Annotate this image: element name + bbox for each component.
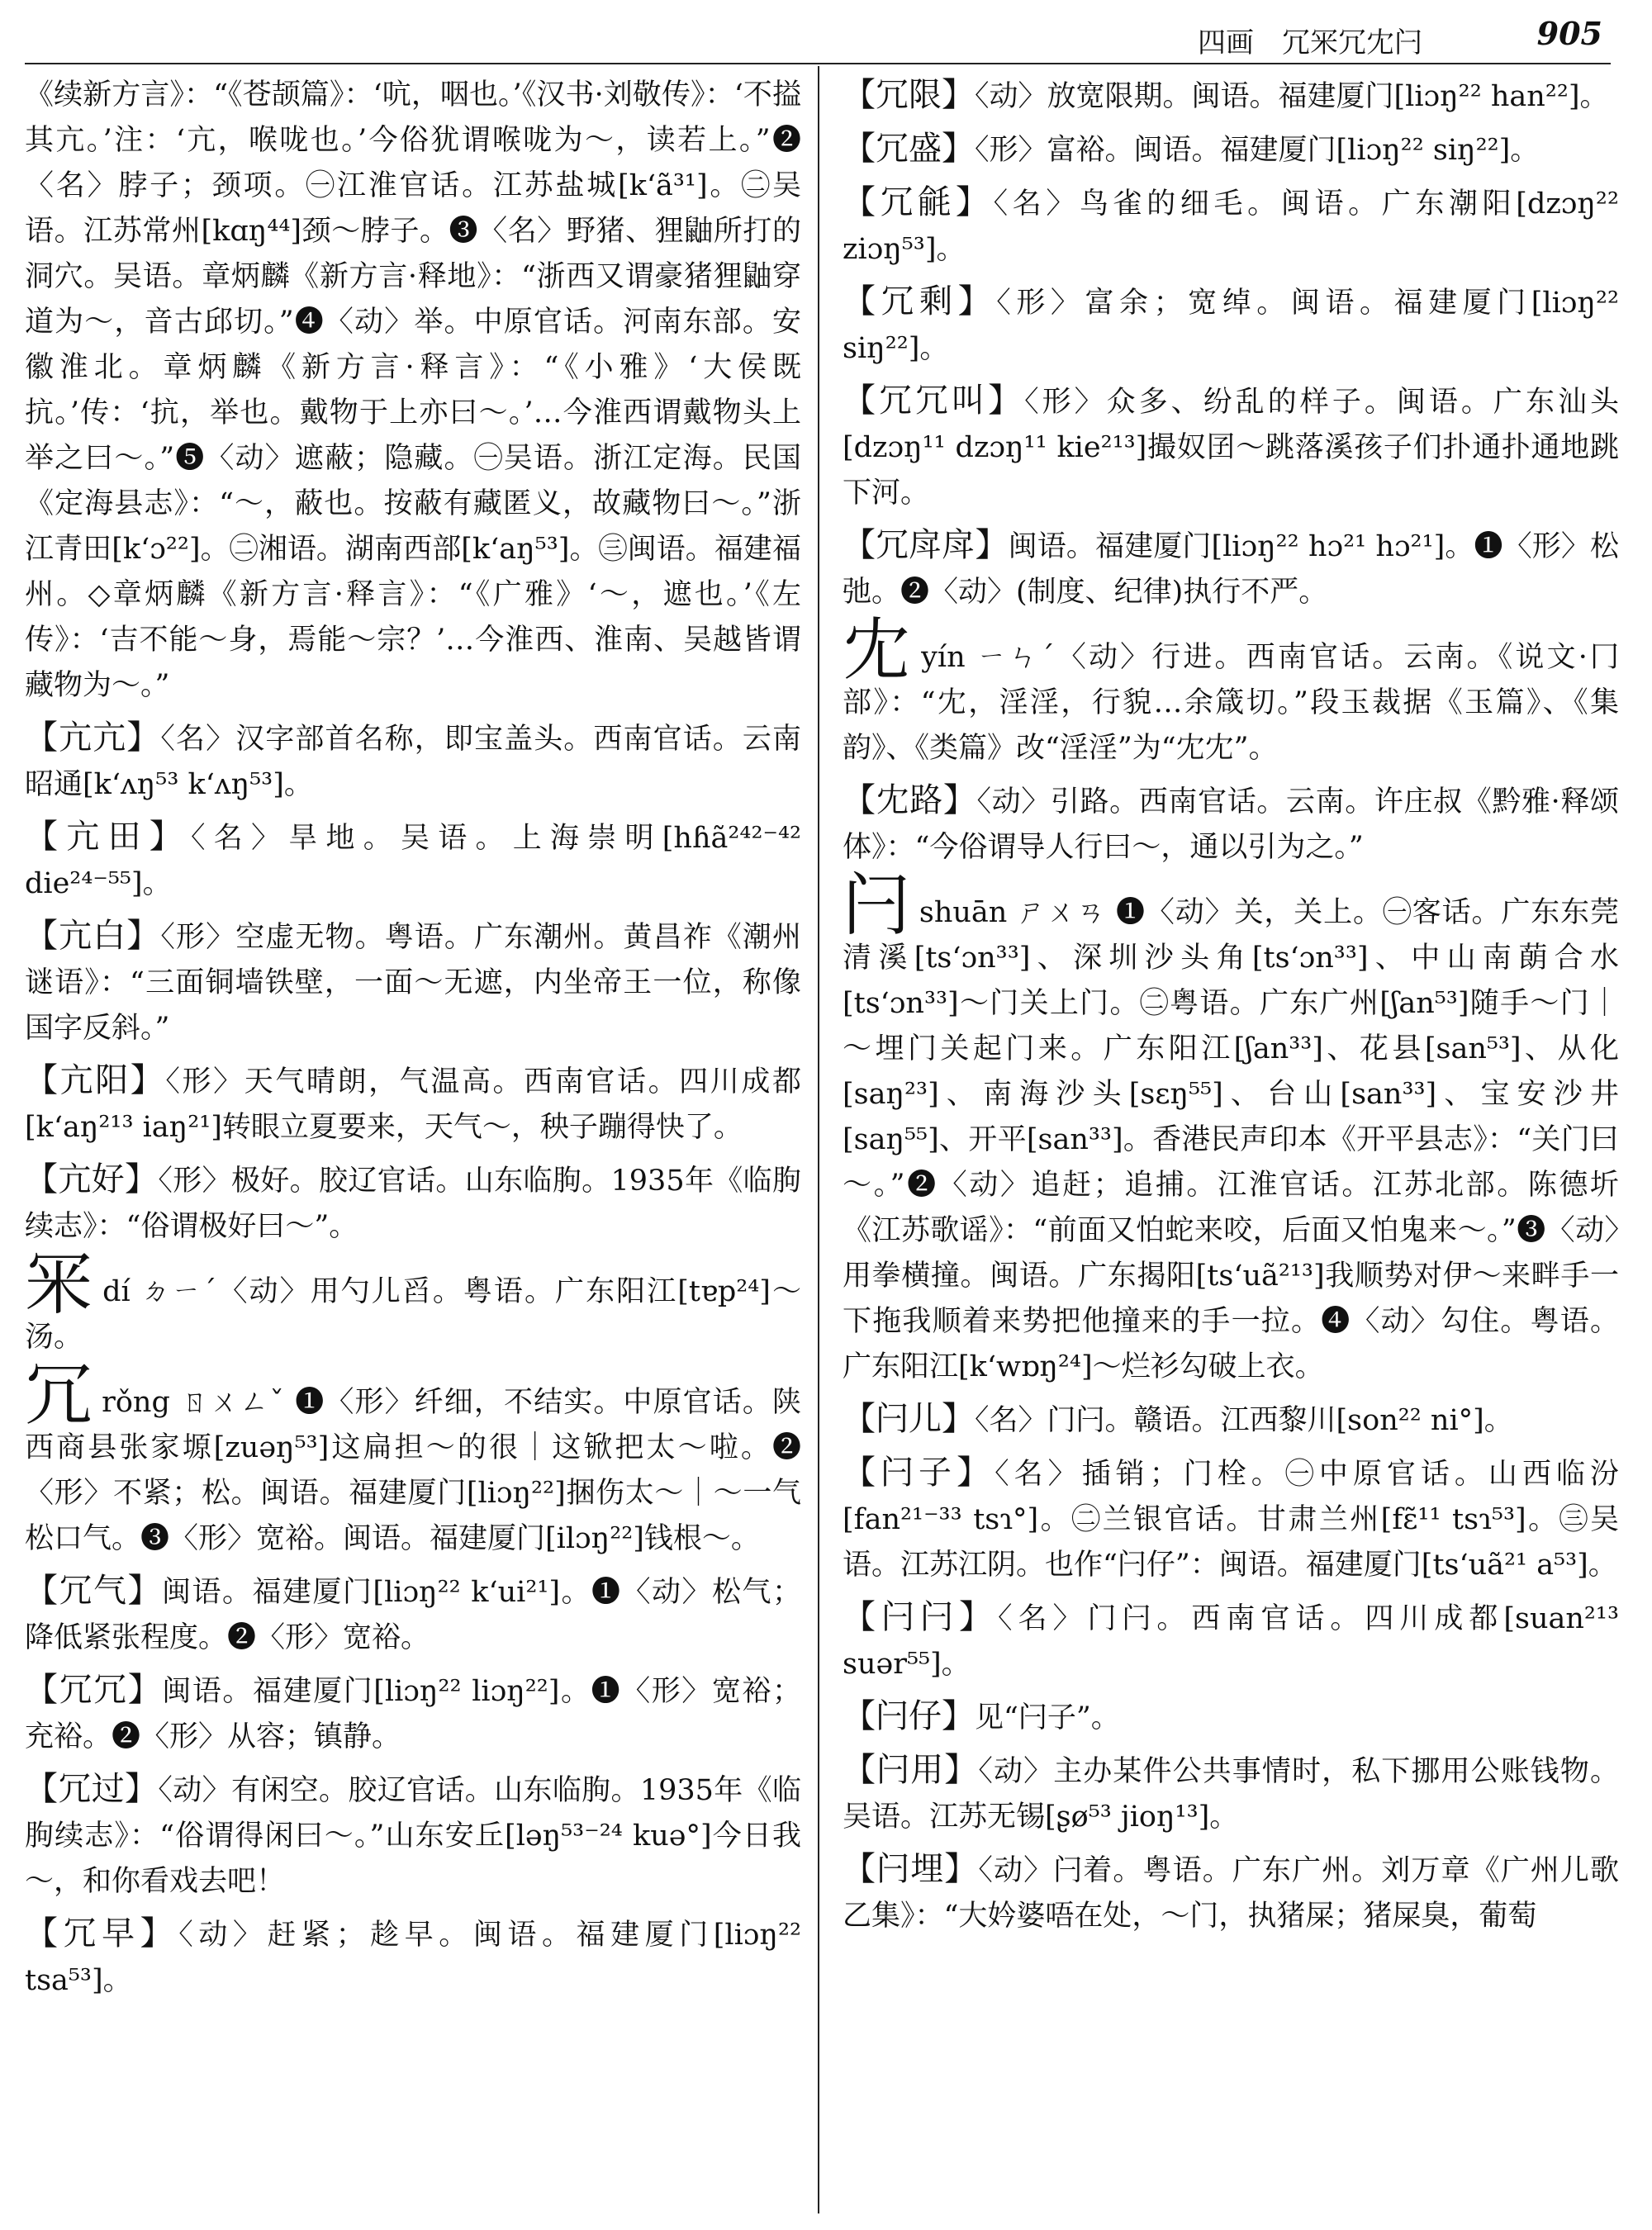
headword: 【闩仔】: [843, 1697, 975, 1735]
headword: 【冗气】: [25, 1572, 162, 1610]
dictionary-entry: [843, 180, 1619, 273]
entry-definition: 〈名〉鸟雀的细毛。闽语。广东潮阳[dzɔŋ²² ziɔŋ⁵³]。: [843, 187, 1619, 266]
headword: 【闩闩】: [843, 1598, 998, 1636]
headword: 【亢亢】: [25, 719, 161, 757]
dictionary-entry: [25, 913, 801, 1051]
page-header: [1198, 15, 1611, 64]
headword: 【亢好】: [25, 1160, 159, 1198]
entry-definition: 见“闩子”。: [975, 1701, 1120, 1734]
dictionary-entry: [843, 866, 1619, 1390]
dictionary-entry: [843, 523, 1619, 615]
dictionary-entry: [25, 1568, 801, 1661]
entry-definition: 闽语。福建厦门[liɔŋ²² liɔŋ²²]。❶〈形〉宽裕；充裕。❷〈形〉从容；镇静。: [25, 1675, 802, 1753]
entry-definition: 〈动〉引路。西南官话。云南。许庄叔《黔雅·释颂体》：“今俗谓导人行曰～，通以引为之。”: [843, 785, 1620, 864]
dictionary-entry: [843, 279, 1619, 372]
dictionary-entry: [843, 1450, 1619, 1588]
headword: 【冗早】: [25, 1914, 179, 1952]
head-character: 冗: [25, 1356, 94, 1435]
dictionary-entry: [843, 1397, 1619, 1444]
headword: 【冗剩】: [843, 282, 997, 320]
dictionary-entry: [25, 1911, 801, 2004]
headword: 【冗限】: [843, 76, 975, 114]
entry-definition: shuān ㄕㄨㄢ ❶〈动〉关，关上。㊀客话。广东东莞清溪[tsʻɔn³³]、深圳沙头角[tsʻɔn³³]、中山南蓢合水[tsʻɔn³³]～门关上门。㊁粤语。广东广州[ʃan⁵³]随手～门｜～埋门关起门来。广东阳江[ʃan³³]、花县[san⁵³]、从化[saŋ²³]、南海沙头[sɛŋ⁵⁵]、台山[san³³]、宝安沙井[saŋ⁵⁵]、开平[san³³]。香港民声印本《开平县志》：“关门曰～。”❷〈动〉追赶；追捕。江淮官话。江苏北部。陈德圻《江苏歌谣》：“前面又怕蛇来咬，后面又怕鬼来～。”❸〈动〉用拳横撞。闽语。广东揭阳[tsʻuã²¹³]我顺势对伊～来畔手一下拖我顺着来势把他撞来的手一拉。❹〈动〉勾住。粤语。广东阳江[kʻwɒŋ²⁴]～烂衫勾破上衣。: [843, 896, 1619, 1383]
entry-definition: 〈名〉门闩。赣语。江西黎川[son²² ni°]。: [975, 1404, 1513, 1437]
entry-definition: rǒng ㄖㄨㄥˇ ❶〈形〉纤细，不结实。中原官话。陕西商县张家塬[zuəŋ⁵³]这扁担～的很｜这锨把太～啦。❷〈形〉不紧；松。闽语。福建厦门[liɔŋ²²]捆伤太～｜～一气松口气。❸〈形〉宽裕。闽语。福建厦门[ilɔŋ²²]钱根～。: [25, 1386, 801, 1555]
headword: 【冗戽戽】: [843, 526, 1009, 564]
entry-definition: 〈动〉主办某件公共事情时，私下挪用公账钱物。吴语。江苏无锡[ʂø⁵³ jioŋ¹³]。: [843, 1755, 1619, 1834]
head-character: 冘: [843, 611, 914, 690]
column-divider: [818, 66, 819, 2213]
dictionary-entry: [843, 73, 1619, 120]
dictionary-entry: [25, 1245, 801, 1360]
dictionary-entry: [843, 1595, 1619, 1687]
dictionary-entry: [843, 778, 1619, 871]
headword: 【冗冗叫】: [843, 382, 1025, 420]
entry-definition: 〈名〉插销；门栓。㊀中原官话。山西临汾[fan²¹⁻³³ tsɿ°]。㊁兰银官话。甘肃兰州[fɛ̃¹¹ tsɿ⁵³]。㊂吴语。江苏江阴。也作“闩仔”：闽语。福建厦门[tsʻuã²¹ a⁵³]。: [843, 1458, 1619, 1582]
headword: 【冗过】: [25, 1770, 159, 1808]
dictionary-entry: [843, 611, 1619, 771]
dictionary-entry: [25, 814, 801, 907]
headword: 【冘路】: [843, 781, 977, 819]
dictionary-entry: [843, 126, 1619, 173]
dictionary-entry: [25, 1767, 801, 1905]
entry-definition: 〈动〉闩着。粤语。广东广州。刘万章《广州儿歌乙集》：“大妗婆唔在处，～门，执猪屎；猪屎臭，葡萄: [843, 1854, 1619, 1933]
headword: 【冗冗】: [25, 1671, 163, 1709]
head-character: 闩: [843, 866, 911, 945]
entry-definition: 〈动〉赶紧；趁早。闽语。福建厦门[liɔŋ²² tsa⁵³]。: [25, 1919, 801, 1997]
entry-definition: 〈动〉放宽限期。闽语。福建厦门[liɔŋ²² han²²]。: [975, 80, 1609, 113]
headword: 【闩埋】: [843, 1850, 979, 1888]
dictionary-entry: [25, 1668, 801, 1760]
headword: 【亢阳】: [25, 1061, 166, 1099]
entry-definition: 〈名〉门闩。西南官话。四川成都[suan²¹³ suər⁵⁵]。: [843, 1602, 1619, 1681]
dictionary-entry: [25, 1157, 801, 1250]
headword: 【冗盛】: [843, 130, 975, 168]
entry-definition: 〈形〉空虚无物。粤语。广东潮州。黄昌祚《潮州谜语》：“三面铜墙铁壁，一面～无遮，内坐帝王一位，称像国字反斜。”: [25, 921, 801, 1045]
headword: 【亢田】: [25, 818, 192, 856]
dictionary-entry: [843, 1694, 1619, 1741]
entry-definition: 〈形〉富裕。闽语。福建厦门[liɔŋ²² siŋ²²]。: [975, 134, 1540, 167]
dictionary-entry: [843, 1847, 1619, 1939]
section-title: 四画 冗冞冗冘闩: [1198, 26, 1422, 59]
dictionary-entry: [25, 715, 801, 808]
entry-definition: 闽语。福建厦门[liɔŋ²² kʻui²¹]。❶〈动〉松气；降低紧张程度。❷〈形〉宽裕。: [25, 1576, 801, 1654]
entry-definition: 〈形〉天气晴朗，气温高。西南官话。四川成都[kʻaŋ²¹³ iaŋ²¹]转眼立夏要来，天气～，秧子蹦得快了。: [25, 1065, 801, 1144]
entry-definition: 闽语。福建厦门[liɔŋ²² hɔ²¹ hɔ²¹]。❶〈形〉松弛。❷〈动〉(制度、纪律)执行不严。: [843, 530, 1619, 609]
entry-definition: 〈形〉众多、纷乱的样子。闽语。广东汕头[dzɔŋ¹¹ dzɔŋ¹¹ kie²¹³]撮奴囝～跳落溪孩子们扑通扑通地跳下河。: [843, 386, 1619, 510]
dictionary-entry: [25, 1058, 801, 1151]
entry-definition: dí ㄉㄧˊ〈动〉用勺儿舀。粤语。广东阳江[tɐp²⁴]～汤。: [25, 1275, 801, 1354]
headword: 【闩用】: [843, 1751, 979, 1789]
dictionary-entry: [25, 73, 801, 709]
right-column: [843, 73, 1619, 1946]
page-number: 905: [1536, 15, 1602, 52]
entry-definition: 〈名〉汉字部首名称，即宝盖头。西南官话。云南昭通[kʻʌŋ⁵³ kʻʌŋ⁵³]。: [25, 723, 801, 801]
headword: 【闩子】: [843, 1454, 995, 1492]
header-rule: [25, 63, 1611, 64]
headword: 【亢白】: [25, 917, 161, 955]
entry-definition: 〈形〉富余；宽绰。闽语。福建厦门[liɔŋ²² siŋ²²]。: [843, 287, 1619, 365]
entry-definition: 〈形〉极好。胶辽官话。山东临朐。1935年《临朐续志》：“俗谓极好曰～”。: [25, 1165, 801, 1243]
headword: 【冗毹】: [843, 183, 994, 221]
dictionary-entry: [843, 1748, 1619, 1840]
dictionary-entry: [25, 1356, 801, 1562]
entry-definition: 《续新方言》：“《苍颉篇》：‘吭，咽也。’《汉书·刘敬传》：‘不搤其亢。’注：‘亢，喉咙也。’今俗犹谓喉咙为～，读若上。”❷〈名〉脖子；颈项。㊀江淮官话。江苏盐城[kʻã³¹]。㊁吴语。江苏常州[kɑŋ⁴⁴]颈～脖子。❸〈名〉野猪、狸鼬所打的洞穴。吴语。章炳麟《新方言·释地》：“浙西又谓豪猪狸鼬穿道为～，音古邱切。”❹〈动〉举。中原官话。河南东部。安徽淮北。章炳麟《新方言·释言》：“《小雅》‘大侯既抗。’传：‘抗，举也。戴物于上亦曰～。’…今淮西谓戴物头上举之曰～。”❺〈动〉遮蔽；隐藏。㊀吴语。浙江定海。民国《定海县志》：“～，蔽也。按蔽有藏匿义，故藏物曰～。”浙江青田[kʻɔ²²]。㊁湘语。湖南西部[kʻaŋ⁵³]。㊂闽语。福建福州。◇章炳麟《新方言·释言》：“《广雅》‘～，遮也。’《左传》：‘吉不能～身，焉能～宗？’…今淮西、淮南、吴越皆谓藏物为～。”: [25, 78, 801, 702]
entry-definition: 〈动〉有闲空。胶辽官话。山东临朐。1935年《临朐续志》：“俗谓得闲曰～。”山东安丘[ləŋ⁵³⁻²⁴ kuə°]今日我～，和你看戏去吧！: [25, 1774, 801, 1898]
entry-definition: yín ㄧㄣˊ〈动〉行进。西南官话。云南。《说文·冂部》：“冘，淫淫，行貌…余箴切。”段玉裁据《玉篇》、《集韵》、《类篇》改“淫淫”为“冘冘”。: [843, 641, 1619, 765]
dictionary-entry: [843, 378, 1619, 516]
headword: 【闩儿】: [843, 1400, 975, 1438]
entry-definition: 〈名〉旱地。吴语。上海崇明[hɦã²⁴²⁻⁴² die²⁴⁻⁵⁵]。: [25, 822, 802, 900]
head-character: 冞: [25, 1245, 95, 1324]
left-column: [25, 73, 801, 2010]
